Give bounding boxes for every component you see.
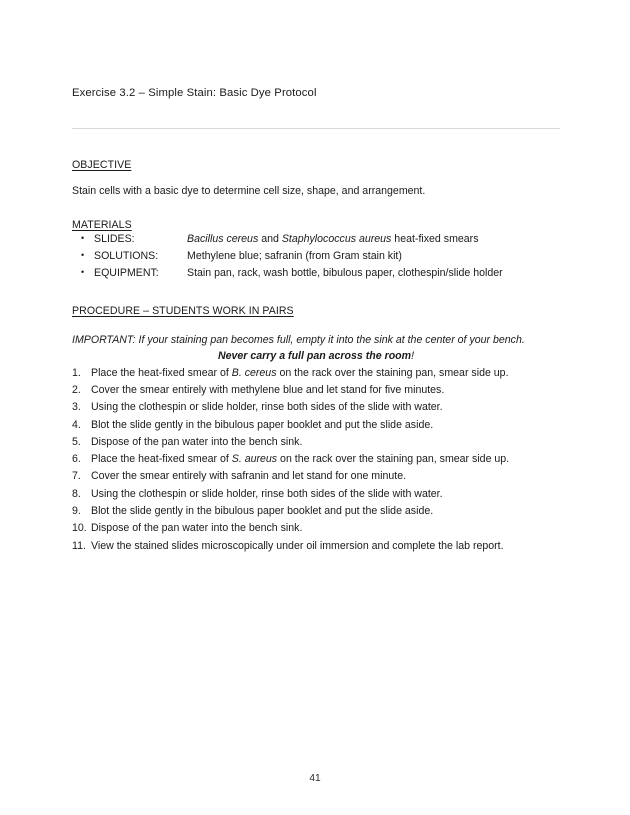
step-text-pre: Blot the slide gently in the bibulous paper booklet and put the slide aside. <box>91 504 434 517</box>
list-item <box>72 538 560 555</box>
important-note <box>72 333 560 365</box>
list-item <box>72 520 560 537</box>
step-text-pre: Place the heat-fixed smear of <box>91 366 232 379</box>
list-item <box>72 434 560 451</box>
step-text-pre: View the stained slides microscopically under oil immersion and complete the lab report. <box>91 539 504 552</box>
step-text-pre: Blot the slide gently in the bibulous paper booklet and put the slide aside. <box>91 418 434 431</box>
list-item <box>72 399 560 416</box>
step-text-italic: B. cereus <box>231 366 277 379</box>
procedure-heading: PROCEDURE – STUDENTS WORK IN PAIRS <box>72 305 294 318</box>
materials-heading: MATERIALS <box>72 218 132 231</box>
objective-heading: OBJECTIVE <box>72 159 132 172</box>
material-value-italic-2: Staphylococcus aureus <box>281 232 392 245</box>
step-number: 2. <box>72 384 81 397</box>
list-item <box>72 486 560 503</box>
material-label: SLIDES: <box>94 232 135 245</box>
step-text-pre: Place the heat-fixed smear of <box>91 453 232 466</box>
step-text-pre: Dispose of the pan water into the bench sink. <box>91 435 303 448</box>
step-number: 10. <box>72 522 87 535</box>
important-note-exclamation: ! <box>411 349 415 362</box>
step-text-italic: S. aureus <box>231 453 278 466</box>
step-text-post: on the rack over the staining pan, smear side up. <box>276 366 509 379</box>
step-text-pre: Dispose of the pan water into the bench sink. <box>91 522 303 535</box>
step-number: 9. <box>72 504 81 517</box>
bullet-icon: • <box>81 232 85 243</box>
bullet-icon: • <box>81 249 85 260</box>
list-item <box>72 365 560 382</box>
step-number: 3. <box>72 401 81 414</box>
material-label: SOLUTIONS: <box>94 249 159 262</box>
important-note-emphasis: Never carry a full pan across the room <box>217 349 412 362</box>
document-content <box>72 86 560 555</box>
step-number: 8. <box>72 487 81 500</box>
step-text-pre: Cover the smear entirely with methylene blue and let stand for five minutes. <box>91 384 445 397</box>
step-number: 7. <box>72 470 81 483</box>
list-item <box>72 382 560 399</box>
list-item <box>72 265 560 282</box>
step-number: 1. <box>72 366 81 379</box>
step-text-pre: Using the clothespin or slide holder, rinse both sides of the slide with water. <box>91 401 443 414</box>
list-item <box>72 503 560 520</box>
material-value-pre: Stain pan, rack, wash bottle, bibulous paper, clothespin/slide holder <box>187 266 503 279</box>
materials-list <box>72 231 560 282</box>
step-text-pre: Cover the smear entirely with safranin and let stand for one minute. <box>91 470 407 483</box>
important-note-line2 <box>72 349 560 365</box>
list-item <box>72 417 560 434</box>
list-item <box>72 451 560 468</box>
page-number: 41 <box>309 773 321 784</box>
material-value-pre: Methylene blue; safranin (from Gram stain kit) <box>187 249 402 262</box>
step-number: 4. <box>72 418 81 431</box>
material-label: EQUIPMENT: <box>94 266 159 279</box>
material-value-post: heat-fixed smears <box>391 232 479 245</box>
step-text-pre: Using the clothespin or slide holder, rinse both sides of the slide with water. <box>91 487 443 500</box>
bullet-icon: • <box>81 266 85 277</box>
procedure-steps-list <box>72 365 560 555</box>
list-item <box>72 468 560 485</box>
list-item <box>72 248 560 265</box>
header-divider <box>72 128 560 129</box>
page-title: Exercise 3.2 – Simple Stain: Basic Dye Protocol <box>72 87 317 99</box>
list-item <box>72 231 560 248</box>
step-text-post: on the rack over the staining pan, smear side up. <box>277 453 510 466</box>
step-number: 11. <box>72 539 86 552</box>
material-value-italic-1: Bacillus cereus <box>187 232 259 245</box>
step-number: 5. <box>72 435 81 448</box>
material-value-mid: and <box>258 232 282 245</box>
objective-text: Stain cells with a basic dye to determine cell size, shape, and arrangement. <box>72 185 426 198</box>
step-number: 6. <box>72 453 81 466</box>
important-note-line1: IMPORTANT: If your staining pan becomes full, empty it into the sink at the center of your bench. <box>72 334 525 347</box>
